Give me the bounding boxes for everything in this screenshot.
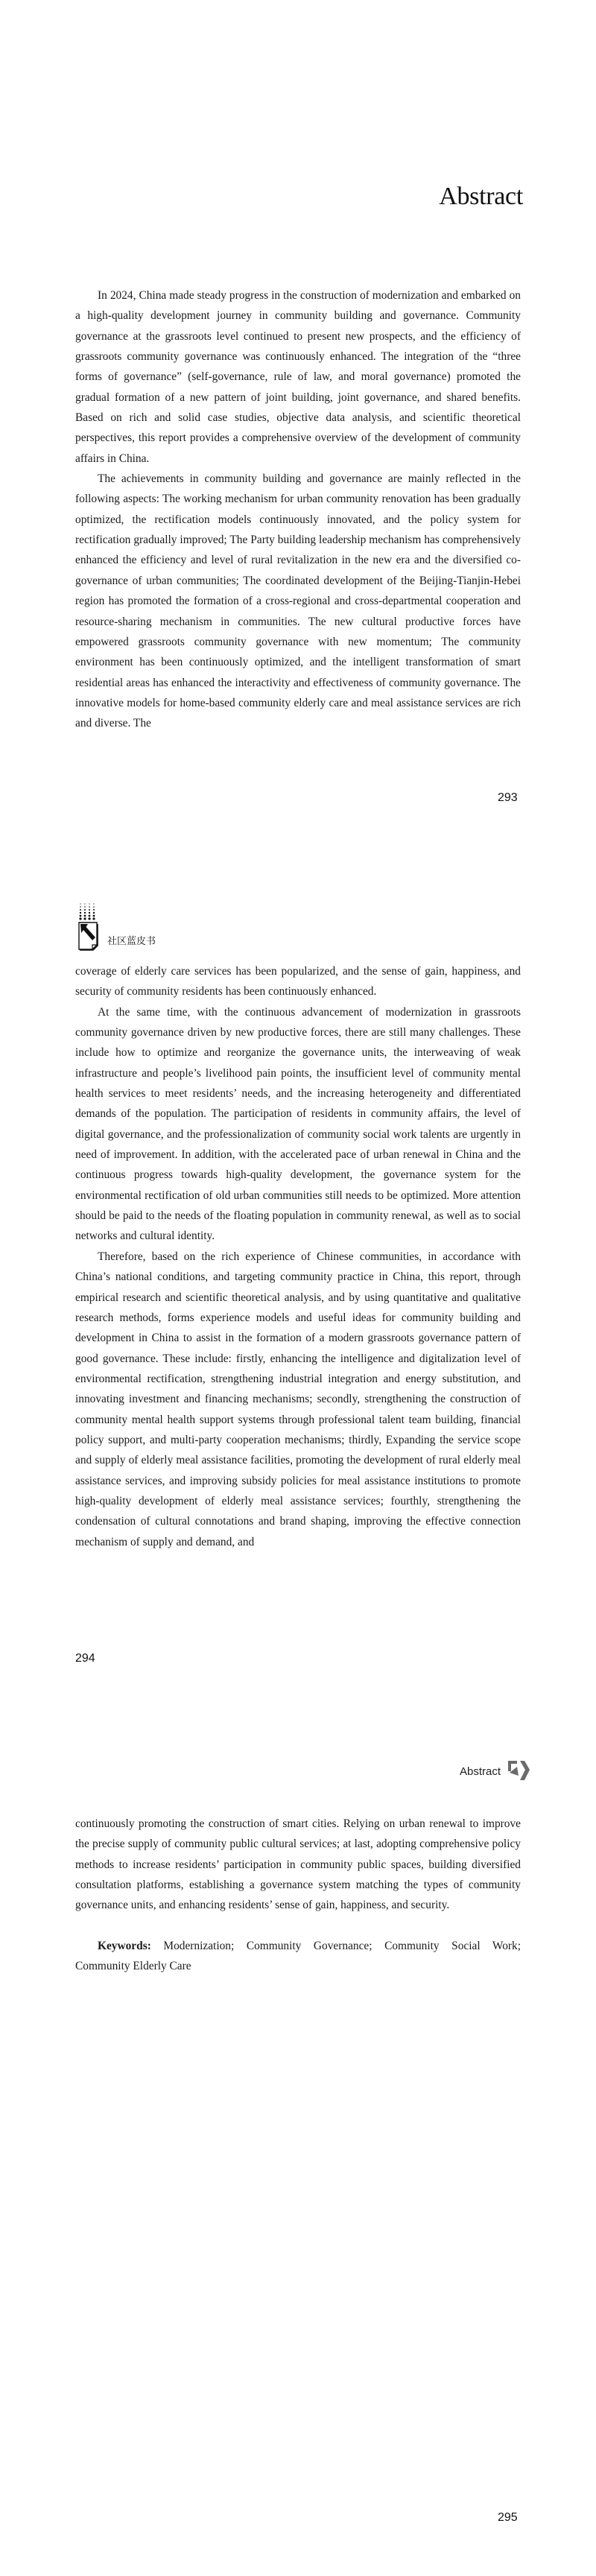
page-294 — [0, 858, 596, 1717]
page-293 — [0, 0, 596, 858]
page-number: 295 — [498, 2511, 518, 2524]
page-title: Abstract — [439, 183, 523, 210]
page-number: 293 — [498, 791, 518, 804]
running-header-title: Abstract — [459, 1765, 501, 1778]
continued-paragraph: coverage of elderly care services has been popularized, and the sense of gain, happiness, and security of community residents has been continuously enhanced. — [75, 965, 521, 999]
document-arrow-icon — [77, 902, 103, 951]
abstract-body — [75, 1814, 521, 1976]
continued-paragraph: continuously promoting the construction of smart cities. Relying on urban renewal to improve the precise supply of community public cultural services; at last, adopting comprehensive policy methods to increase residents’ participation in community public spaces, building diversified consultation platforms, establishing a governance system matching the types of community governance units, and enhancing residents’ sense of gain, happiness, and security. — [75, 1817, 521, 1912]
paragraph: The achievements in community building and governance are mainly reflected in the following aspects: The working mechanism for urban community renovation has been gradually optimized, the rectification models continuously innovated, and the policy system for rectification gradually improved; The Party building leadership mechanism has comprehensively enhanced the efficiency and level of rural revitalization in the new era and the diversified co-governance of urban communities; The coordinated development of the Beijing-Tianjin-Hebei region has promoted the formation of a cross-regional and cross-departmental cooperation and resource-sharing mechanism in communities. The new cultural productive forces have empowered grassroots community governance with new momentum; The community environment has been continuously optimized, and the intelligent transformation of smart residential areas has enhanced the interactivity and effectiveness of community governance. The innovative models for home-based community elderly care and meal assistance services are rich and diverse. The — [75, 472, 521, 730]
page-295 — [0, 1717, 596, 2576]
paragraph: Therefore, based on the rich experience of Chinese communities, in accordance with China’s national conditions, and targeting community practice in China, this report, through empirical research and scientific theoretical analysis, and by using quantitative and qualitative research methods, forms experience models and useful ideas for community building and development in China to assist in the formation of a modern grassroots governance pattern of good governance. These include: firstly, enhancing the intelligence and digitalization level of environmental rectification, strengthening industrial integration and energy substitution, and innovating investment and financing mechanisms; secondly, strengthening the construction of community mental health support systems through professional talent team building, financial policy support, and multi-party cooperation mechanisms; thirdly, Expanding the service scope and supply of elderly meal assistance facilities, promoting the development of rural elderly meal assistance services, and improving subsidy policies for meal assistance institutions to promote high-quality development of elderly meal assistance services; fourthly, strengthening the condensation of cultural connotations and brand shaping, improving the effective connection mechanism of supply and demand, and — [75, 1250, 521, 1548]
paragraph: At the same time, with the continuous advancement of modernization in grassroots community governance driven by new productive forces, there are still many challenges. These include how to optimize and reorganize the governance units, the interweaving of weak infrastructure and people’s livelihood pain points, the insufficient level of community mental health services to meet residents’ needs, and the increasing heterogeneity and differentiated demands of the population. The participation of residents in community affairs, the level of digital governance, and the professionalization of community social work talents are urgently in need of improvement. In addition, with the accelerated pace of urban renewal in China and the continuous progress towards high-quality development, the governance system for the environmental rectification of old urban communities still needs to be optimized. More attention should be paid to the needs of the floating population in community renewal, as well as to social networks and cultural identity. — [75, 1005, 521, 1243]
keywords — [75, 1936, 521, 1977]
keywords-list: Modernization; Community Governance; Community Social Work; Community Elderly Care — [75, 1939, 521, 1973]
page-number: 294 — [75, 1652, 95, 1665]
keywords-label: Keywords: — [98, 1939, 151, 1952]
abstract-body — [75, 961, 521, 1552]
series-title: 社区蓝皮书 — [107, 936, 156, 947]
paragraph: In 2024, China made steady progress in the construction of modernization and embarked on a high-quality development journey in community building and governance. Community governance at the grassroots level continued to present new prospects, and the efficiency of grassroots community governance was continuously enhanced. The integration of the “three forms of governance” (self-governance, rule of law, and moral governance) promoted the gradual formation of a new pattern of joint building, joint governance, and shared benefits. Based on rich and solid case studies, objective data analysis, and scientific theoretical perspectives, this report provides a comprehensive overview of the development of community affairs in China. — [75, 289, 521, 465]
arrow-corner-icon — [507, 1759, 530, 1782]
abstract-body — [75, 285, 521, 734]
